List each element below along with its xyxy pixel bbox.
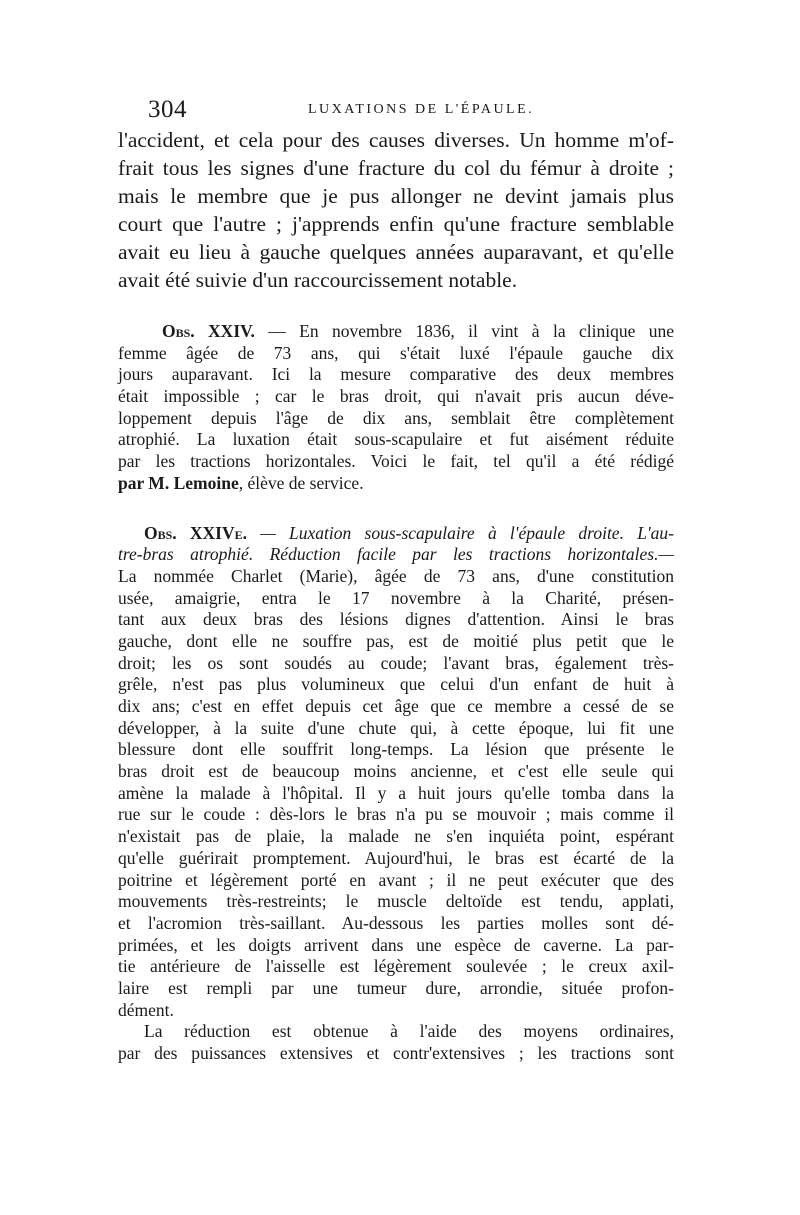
text-line: La nommée Charlet (Marie), âgée de 73 ans, d'une constitution — [118, 565, 674, 586]
text-line: tie antérieure de l'aisselle est légèrement soulevée ; le creux axil- — [118, 956, 674, 977]
text-line: jours auparavant. Ici la mesure comparative des deux membres — [118, 364, 674, 385]
text-line: par les tractions horizontales. Voici le fait, tel qu'il a été rédigé — [118, 451, 674, 472]
text-line: mouvements très-restreints; le muscle deltoïde est tendu, applati, — [118, 891, 674, 912]
running-title: LUXATIONS DE L'ÉPAULE. — [308, 102, 535, 117]
observation-xxive — [118, 523, 674, 1065]
observation-title-line: tre-bras atrophié. Réduction facile par les tractions horizontales.— — [118, 544, 674, 565]
text-line: poitrine et légèrement porté en avant ; il ne peut exécuter que des — [118, 869, 674, 890]
observation-heading-line — [118, 523, 674, 545]
page-header — [148, 96, 658, 128]
text-fragment: , élève de service. — [238, 472, 364, 493]
text-line: La réduction est obtenue à l'aide des moyens ordinaires, — [144, 1021, 674, 1042]
text-line: bras droit est de beaucoup moins ancienne, et c'est elle seule qui — [118, 761, 674, 782]
text-line: femme âgée de 73 ans, qui s'était luxé l'épaule gauche dix — [118, 342, 674, 363]
text-line: qu'elle guérirait promptement. Aujourd'hui, le bras est écarté de la — [118, 847, 674, 868]
text-line: et l'acromion très-saillant. Au-dessous les parties molles sont dé- — [118, 912, 674, 933]
observation-xxiv — [118, 321, 674, 495]
text-line: primées, et les doigts arrivent dans une espèce de caverne. La par- — [118, 934, 674, 955]
page-number: 304 — [148, 96, 187, 123]
body-text — [118, 126, 674, 1065]
text-line: usée, amaigrie, entra le 17 novembre à la Charité, présen- — [118, 587, 674, 608]
text-line: grêle, n'est pas plus volumineux que celui d'un enfant de huit à — [118, 674, 674, 695]
text-line: laire est rempli par une tumeur dure, arrondie, située profon- — [118, 977, 674, 998]
observation-label: Obs. XXIVe. — [144, 522, 248, 543]
text-line: droit; les os sont soudés au coude; l'avant bras, également très- — [118, 652, 674, 673]
observation-heading-line — [118, 321, 674, 343]
text-line: avait eu lieu à gauche quelques années auparavant, et qu'elle — [118, 240, 674, 264]
text-line: dément. — [118, 999, 174, 1020]
observation-title: — Luxation sous-scapulaire à l'épaule droite. L'au- — [247, 522, 674, 543]
text-line: l'accident, et cela pour des causes diverses. Un homme m'of- — [118, 128, 674, 152]
text-line: loppement depuis l'âge de dix ans, semblait être complètement — [118, 407, 674, 428]
text-line: développer, à la suite d'une chute qui, à cette époque, lui fit une — [118, 717, 674, 738]
text-line — [118, 473, 674, 495]
paragraph-continuation — [118, 126, 674, 294]
spacer — [118, 495, 674, 523]
text-line: blessure dont elle souffrit long-temps. La lésion que présente le — [118, 739, 674, 760]
text-line: court que l'autre ; j'apprends enfin qu'une fracture semblable — [118, 212, 674, 236]
text-line: tant aux deux bras des lésions dignes d'attention. Ainsi le bras — [118, 609, 674, 630]
text-line: frait tous les signes d'une fracture du col du fémur à droite ; — [118, 156, 674, 180]
text-line: amène la malade à l'hôpital. Il y a huit jours qu'elle tomba dans la — [118, 782, 674, 803]
text-line: avait été suivie d'un raccourcissement notable. — [118, 268, 518, 292]
text-line: était impossible ; car le bras droit, qui n'avait pris aucun déve- — [118, 386, 674, 407]
text-line: mais le membre que je pus allonger ne devint jamais plus — [118, 184, 674, 208]
text-line: atrophié. La luxation était sous-scapulaire et fut aisément réduite — [118, 429, 674, 450]
text-fragment: — En novembre 1836, il vint à la clinique une — [254, 321, 674, 341]
observation-label: Obs. XXIV. — [162, 321, 255, 341]
text-line: dix ans; c'est en effet depuis cet âge que ce membre a cessé de se — [118, 696, 674, 716]
author-name: par M. Lemoine — [118, 472, 239, 493]
text-line: par des puissances extensives et contr'extensives ; les tractions sont — [118, 1043, 674, 1063]
text-line: gauche, dont elle ne souffre pas, est de moitié plus petit que le — [118, 630, 674, 651]
text-line: rue sur le coude : dès-lors le bras n'a pu se mouvoir ; mais comme il — [118, 804, 674, 825]
text-line: n'existait pas de plaie, la malade ne s'en inquiéta point, espérant — [118, 826, 674, 847]
spacer — [118, 294, 674, 321]
